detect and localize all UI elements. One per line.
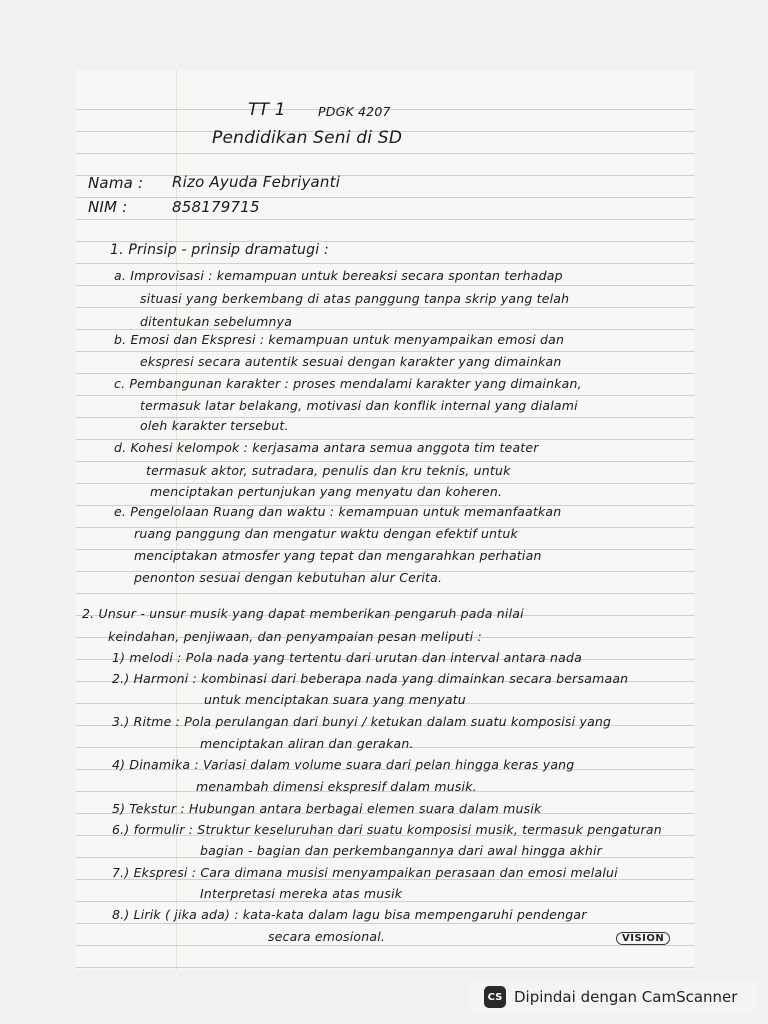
camscanner-text: Dipindai dengan CamScanner [514,988,738,1006]
section1-line: a. Improvisasi : kemampuan untuk bereaksi secara spontan terhadap [114,268,563,283]
name-label: Nama : [88,174,144,192]
section2-line: Interpretasi mereka atas musik [200,886,403,901]
section2-line: 7.) Ekspresi : Cara dimana musisi menyampaikan perasaan dan emosi melalui [112,865,618,880]
section2-line: 6.) formulir : Struktur keseluruhan dari suatu komposisi musik, termasuk pengaturan [112,822,662,837]
section2-line: bagian - bagian dan perkembangannya dari awal hingga akhir [200,843,602,858]
section1-line: ditentukan sebelumnya [140,314,293,329]
section2-line: untuk menciptakan suara yang menyatu [204,692,466,707]
section2-line: menambah dimensi ekspresif dalam musik. [196,779,477,794]
section1-line: oleh karakter tersebut. [140,418,289,433]
section2-line: menciptakan aliran dan gerakan. [200,736,414,751]
section2-line: secara emosional. [268,929,386,944]
camscanner-watermark [470,980,758,1014]
section1-line: c. Pembangunan karakter : proses mendalami karakter yang dimainkan, [114,376,582,391]
nim-value: 858179715 [172,198,260,216]
subject-title: Pendidikan Seni di SD [212,128,403,148]
section1-line: b. Emosi dan Ekspresi : kemampuan untuk menyampaikan emosi dan [114,332,565,347]
section1-line: ruang panggung dan mengatur waktu dengan efektif untuk [134,526,518,541]
section2-line: 3.) Ritme : Pola perulangan dari bunyi / ketukan dalam suatu komposisi yang [112,714,612,729]
section2-line: 2. Unsur - unsur musik yang dapat memberikan pengaruh pada nilai [82,606,524,621]
section1-line: penonton sesuai dengan kebutuhan alur Cerita. [134,570,443,585]
assignment-title: TT 1 [248,100,286,120]
section2-line: 1) melodi : Pola nada yang tertentu dari urutan dan interval antara nada [112,650,582,665]
section2-line: keindahan, penjiwaan, dan penyampaian pesan meliputi : [108,629,482,644]
paper-brand-badge: VISION [616,932,670,945]
camscanner-logo-icon: CS [484,986,506,1008]
section1-line: menciptakan atmosfer yang tepat dan mengarahkan perhatian [134,548,542,563]
section1-line: d. Kohesi kelompok : kerjasama antara semua anggota tim teater [114,440,539,455]
course-code: PDGK 4207 [318,104,391,119]
section1-line: ekspresi secara autentik sesuai dengan karakter yang dimainkan [140,354,562,369]
section1-line: termasuk latar belakang, motivasi dan konflik internal yang dialami [140,398,578,413]
nim-label: NIM : [88,198,128,216]
section2-line: 4) Dinamika : Variasi dalam volume suara dari pelan hingga keras yang [112,757,575,772]
section1-line: e. Pengelolaan Ruang dan waktu : kemampuan untuk memanfaatkan [114,504,562,519]
section1-line: situasi yang berkembang di atas panggung tanpa skrip yang telah [140,291,570,306]
section1-line: menciptakan pertunjukan yang menyatu dan koheren. [150,484,503,499]
name-value: Rizo Ayuda Febriyanti [172,173,341,191]
section2-line: 8.) Lirik ( jika ada) : kata-kata dalam lagu bisa mempengaruhi pendengar [112,907,587,922]
section2-line: 2.) Harmoni : kombinasi dari beberapa nada yang dimainkan secara bersamaan [112,671,629,686]
section1-line: termasuk aktor, sutradara, penulis dan kru teknis, untuk [146,463,511,478]
section2-line: 5) Tekstur : Hubungan antara berbagai elemen suara dalam musik [112,801,542,816]
section1-heading: 1. Prinsip - prinsip dramatugi : [110,242,329,258]
